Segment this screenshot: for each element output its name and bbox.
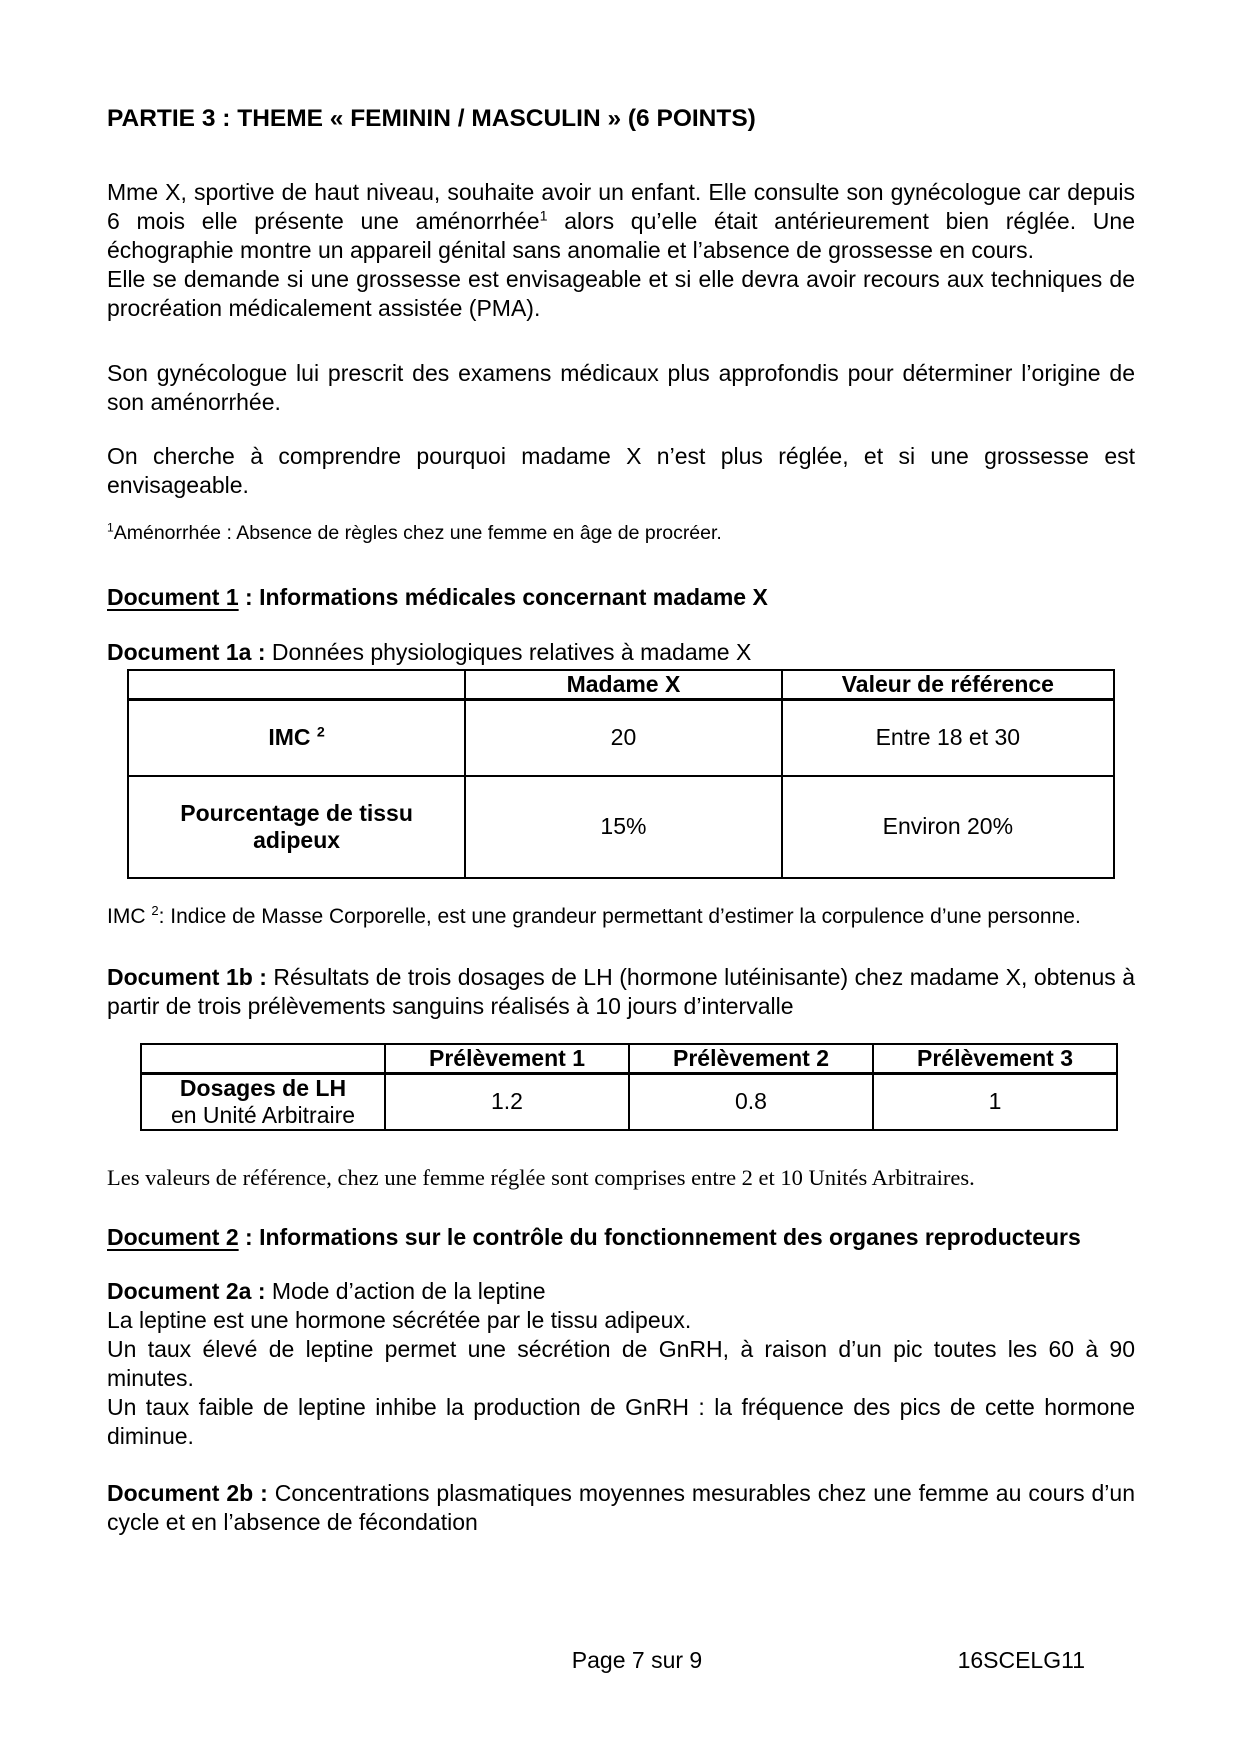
intro-text-before-footnote-ref: Mme X, sportive de haut niveau, souhaite avoir un enfant. Elle consulte son gynécologue car depuis 6 mois elle présente une aménorrhée bbox=[107, 179, 1135, 234]
table1-cell-tissu-madame: 15% bbox=[465, 776, 782, 878]
document-1b-title: Résultats de trois dosages de LH (hormone lutéinisante) chez madame X, obtenus à partir de trois prélèvements sanguins réalisés à 10 jours d’intervalle bbox=[107, 963, 1136, 1019]
intro-paragraph-3: On cherche à comprendre pourquoi madame X n’est plus réglée, et si une grossesse est envisageable. bbox=[107, 443, 1135, 498]
table-dosages-lh bbox=[140, 1043, 1118, 1131]
footnote-1-marker: 1 bbox=[107, 520, 114, 535]
intro-text-after-footnote-ref: alors qu’elle était antérieurement bien réglée. Une échographie montre un appareil génital sans anomalie et l’absence de grossesse en cours. bbox=[107, 208, 1135, 263]
document-2a-heading bbox=[107, 1277, 1135, 1306]
page-number: Page 7 sur 9 bbox=[571, 1647, 703, 1673]
document-1b-label: Document 1b : bbox=[107, 963, 267, 990]
footnote-1-text: Aménorrhée : Absence de règles chez une femme en âge de procréer. bbox=[113, 522, 722, 544]
document-2a-line-1: La leptine est une hormone sécrétée par le tissu adipeux. bbox=[107, 1306, 692, 1333]
footnote-reference-2: 2 bbox=[316, 724, 325, 741]
footnote-2-marker: 2 bbox=[151, 902, 159, 918]
table1-cell-imc-madame: 20 bbox=[465, 700, 782, 776]
footnote-reference-1: 1 bbox=[539, 208, 548, 225]
document-2-label: Document 2 bbox=[107, 1223, 239, 1250]
reference-values-note: Les valeurs de référence, chez une femme réglée sont comprises entre 2 et 10 Unités Arbitraires. bbox=[107, 1164, 975, 1190]
intro-paragraph-2: Son gynécologue lui prescrit des examens médicaux plus approfondis pour déterminer l’origine de son aménorrhée. bbox=[107, 360, 1135, 415]
document-1-title: : Informations médicales concernant madame X bbox=[238, 584, 768, 610]
table-row bbox=[128, 700, 1114, 776]
document-2a-line-2: Un taux élevé de leptine permet une sécrétion de GnRH, à raison d’un pic toutes les 60 à 90 minutes. bbox=[107, 1335, 1135, 1391]
footnote-imc: IMC $^2$: Indice de Masse Corporelle, est une grandeur permettant d’estimer la corpulence d’une personne. bbox=[107, 902, 1081, 928]
document-1a-label: Document 1a : bbox=[107, 639, 266, 665]
table1-cell-tissu-reference: Environ 20% bbox=[782, 776, 1114, 878]
document-1-label: Document 1 bbox=[107, 584, 239, 610]
page-footer bbox=[107, 1646, 1135, 1674]
table1-header-madame-x: Madame X bbox=[465, 670, 782, 700]
table2-cell-dosages-label: Dosages de LH en Unité Arbitraire bbox=[141, 1073, 385, 1130]
table2-cell-value-3: 1 bbox=[873, 1073, 1117, 1130]
table2-header-prelevement-3: Prélèvement 3 bbox=[873, 1044, 1117, 1074]
document-1a-title: Données physiologiques relatives à madame X bbox=[265, 639, 752, 665]
table2-cell-value-2: 0.8 bbox=[629, 1073, 873, 1130]
doc-code: 16SCELG11 bbox=[957, 1647, 1085, 1673]
page-title: PARTIE 3 : THEME « FEMININ / MASCULIN » (6 POINTS) bbox=[107, 105, 756, 132]
table1-cell-imc-reference: Entre 18 et 30 bbox=[782, 700, 1114, 776]
footnote-amenorrhee bbox=[107, 521, 1135, 545]
intro-paragraph-1 bbox=[107, 178, 1135, 323]
document-1a-heading bbox=[107, 638, 1135, 667]
document-2a-line-3: Un taux faible de leptine inhibe la production de GnRH : la fréquence des pics de cette hormone diminue. bbox=[107, 1393, 1135, 1449]
table-row bbox=[128, 670, 1114, 700]
intro-paragraph-1-part-1 bbox=[107, 178, 1135, 265]
document-2-heading bbox=[107, 1223, 1135, 1252]
table-row bbox=[141, 1044, 1117, 1074]
table1-cell-tissu-label: Pourcentage de tissu adipeux bbox=[128, 776, 465, 878]
document-1-heading bbox=[107, 583, 1135, 612]
document-2-title: : Informations sur le contrôle du fonctionnement des organes reproducteurs bbox=[238, 1223, 1081, 1250]
table-donnees-physiologiques bbox=[127, 669, 1115, 879]
document-2a-label: Document 2a : bbox=[107, 1277, 266, 1304]
table2-header-prelevement-2: Prélèvement 2 bbox=[629, 1044, 873, 1074]
document-2a-block bbox=[107, 1277, 1135, 1451]
document-2b-title: Concentrations plasmatiques moyennes mesurables chez une femme au cours d’un cycle et en l’absence de fécondation bbox=[107, 1479, 1135, 1535]
document-1b-heading bbox=[107, 963, 1135, 1021]
document-2b-label: Document 2b : bbox=[107, 1479, 268, 1506]
document-2a-title: Mode d’action de la leptine bbox=[265, 1277, 546, 1304]
table2-cell-value-1: 1.2 bbox=[385, 1073, 629, 1130]
document-2b-heading bbox=[107, 1479, 1135, 1537]
table1-header-valeur-reference: Valeur de référence bbox=[782, 670, 1114, 700]
intro-paragraph-1-part-2: Elle se demande si une grossesse est envisageable et si elle devra avoir recours aux techniques de procréation médicalement assistée (PMA). bbox=[107, 266, 1135, 321]
table2-header-empty bbox=[141, 1044, 385, 1074]
table-row bbox=[128, 776, 1114, 878]
table1-cell-imc-label: IMC $^2$ bbox=[128, 700, 465, 776]
table-row bbox=[141, 1073, 1117, 1130]
table2-header-prelevement-1: Prélèvement 1 bbox=[385, 1044, 629, 1074]
table1-header-empty bbox=[128, 670, 465, 700]
